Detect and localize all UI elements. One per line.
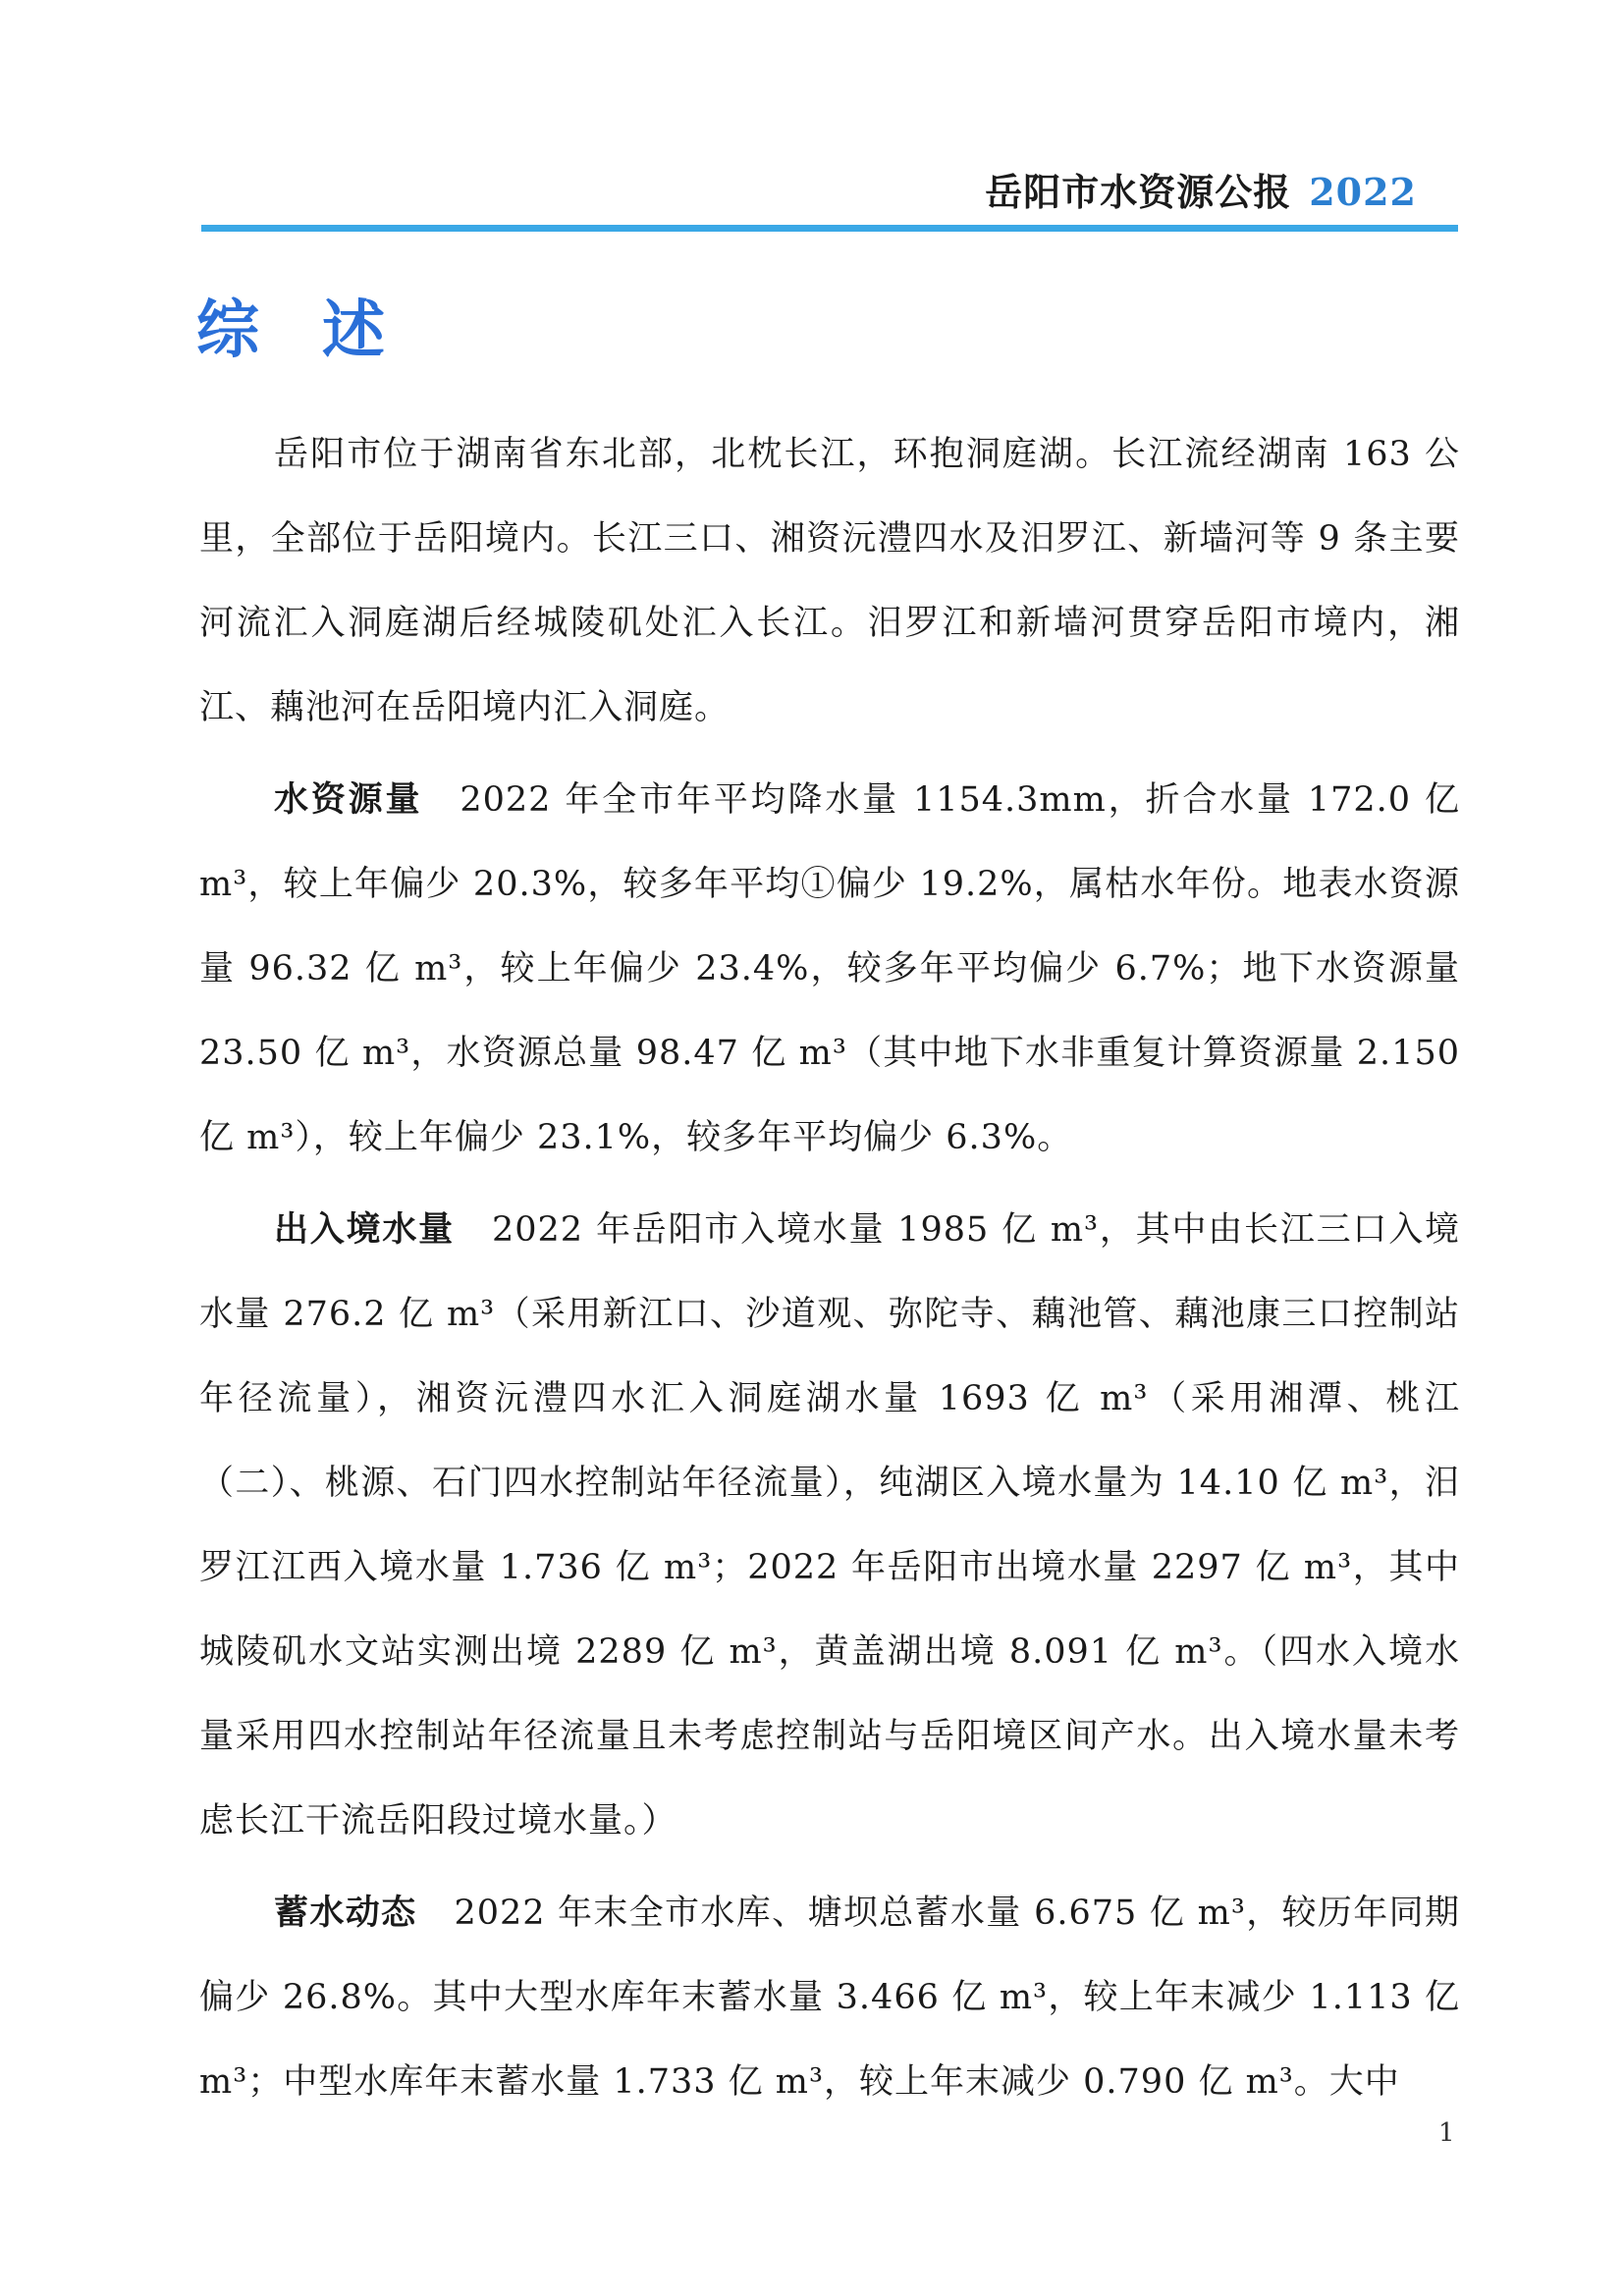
paragraph-term: 出入境水量 (274, 1210, 455, 1250)
paragraph-term: 水资源量 (274, 780, 423, 820)
report-title-text: 岳阳市水资源公报 (985, 171, 1292, 214)
paragraph-text: 2022 年岳阳市入境水量 1985 亿 m³，其中由长江三口入境水量 276.2 亿 m³（采用新江口、沙道观、弥陀寺、藕池管、藕池康三口控制站年径流量），湘资沅澧四水汇入洞庭湖水量 1693 亿 m³（采用湘潭、桃江（二）、桃源、石门四水控制站年径流量），纯湖区入境水量为 14.10 亿 m³，汨罗江江西入境水量 1.736 亿 m³；2022 年岳阳市出境水量 2297 亿 m³，其中城陵矶水文站实测出境 2289 亿 m³，黄盖湖出境 8.091 亿 m³。（四水入境水量采用四水控制站年径流量且未考虑控制站与岳阳境区间产水。出入境水量未考虑长江干流岳阳段过境水量。） (199, 1210, 1460, 1841)
page-header (201, 152, 1458, 240)
paragraph-inflow-outflow (199, 1188, 1460, 1863)
paragraph-water-resources (199, 758, 1460, 1180)
paragraph-overview (199, 412, 1460, 750)
report-year: 2022 (1309, 170, 1417, 214)
report-title (985, 162, 1417, 216)
section-title: 综述 (196, 294, 448, 367)
header-divider (201, 225, 1458, 232)
page-number: 1 (1438, 2118, 1455, 2148)
paragraph-storage (199, 1871, 1460, 2124)
paragraph-text: 2022 年全市年平均降水量 1154.3mm，折合水量 172.0 亿 m³，较上年偏少 20.3%，较多年平均①偏少 19.2%，属枯水年份。地表水资源量 96.32 亿 m³，较上年偏少 23.4%，较多年平均偏少 6.7%；地下水资源量 23.50 亿 m³，水资源总量 98.47 亿 m³（其中地下水非重复计算资源量 2.150 亿 m³），较上年偏少 23.1%，较多年平均偏少 6.3%。 (199, 780, 1460, 1157)
paragraph-term: 蓄水动态 (274, 1894, 417, 1933)
paragraph-text: 岳阳市位于湖南省东北部，北枕长江，环抱洞庭湖。长江流经湖南 163 公里，全部位于岳阳境内。长江三口、湘资沅澧四水及汨罗江、新墙河等 9 条主要河流汇入洞庭湖后经城陵矶处汇入长江。汨罗江和新墙河贯穿岳阳市境内，湘江、藕池河在岳阳境内汇入洞庭。 (199, 435, 1460, 727)
paragraph-text: 2022 年末全市水库、塘坝总蓄水量 6.675 亿 m³，较历年同期偏少 26.8%。其中大型水库年末蓄水量 3.466 亿 m³，较上年末减少 1.113 亿 m³；中型水库年末蓄水量 1.733 亿 m³，较上年末减少 0.790 亿 m³。大中 (199, 1894, 1460, 2102)
body-content (199, 412, 1460, 2132)
